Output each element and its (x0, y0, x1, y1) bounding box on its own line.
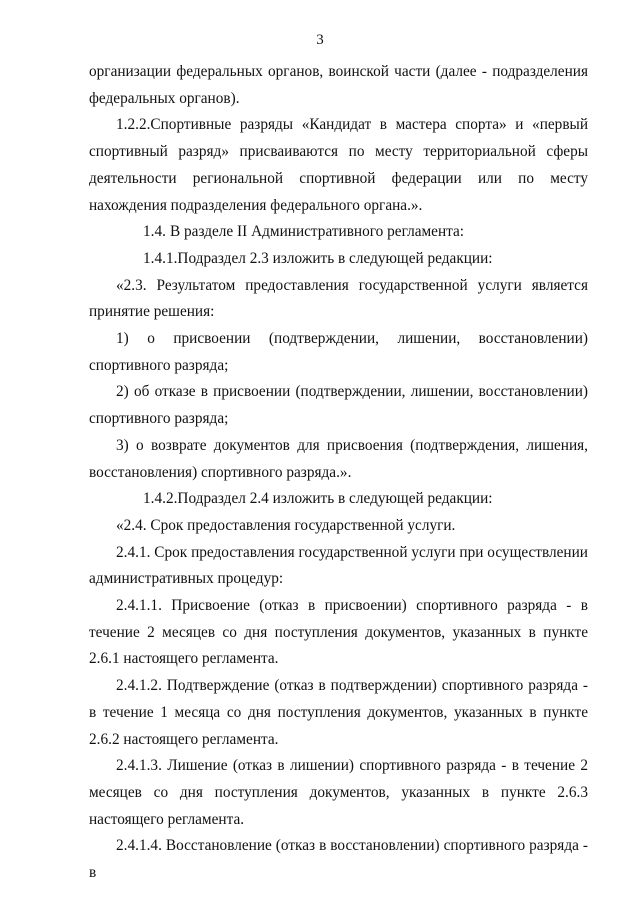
item-text: Подраздел 2.4 изложить в следующей редакции: (177, 490, 493, 508)
paragraph-2-4-1-4: 2.4.1.4. Восстановление (отказ в восстановлении) спортивного разряда - в (89, 837, 588, 882)
paragraph-1-2-2: 1.2.2.Спортивные разряды «Кандидат в мастера спорта» и «первый спортивный разряд» присваиваются по месту территориальной сферы деятельности региональной спортивной федерации или по месту нахождения подразделения федерального органа.». (89, 116, 588, 214)
paragraph-2-4-1-2: 2.4.1.2. Подтверждение (отказ в подтверждении) спортивного разряда - в течение 1 месяца со дня поступления документов, указанных в пункте 2.6.2 настоящего регламента. (89, 677, 588, 748)
list-item-3: 3) о возврате документов для присвоения (подтверждения, лишения, восстановления) спортивного разряда.». (89, 436, 588, 481)
item-number: 1.4.2. (143, 490, 178, 508)
item-number: 1.4. (143, 223, 166, 241)
paragraph-2-4-1-3: 2.4.1.3. Лишение (отказ в лишении) спортивного разряда - в течение 2 месяцев со дня поступления документов, указанных в пункте 2.6.3 настоящего регламента. (89, 757, 588, 828)
item-number: 1.4.1. (143, 249, 178, 267)
list-item-1: 1) о присвоении (подтверждении, лишении, восстановлении) спортивного разряда; (89, 330, 588, 374)
paragraph-federal-bodies: организации федеральных органов, воинской части (далее - подразделения федеральных органов). (89, 63, 588, 107)
paragraph-1-4-2 (89, 486, 588, 513)
list-item-2: 2) об отказе в присвоении (подтверждении, лишении, восстановлении) спортивного разряда; (89, 383, 588, 428)
item-text: В разделе II Административного регламента: (170, 223, 465, 241)
page-number: 3 (316, 32, 324, 48)
paragraph-2-3: «2.3. Результатом предоставления государственной услуги является принятие решения: (89, 276, 588, 321)
paragraph-1-4 (89, 219, 588, 246)
paragraph-2-4-1-1: 2.4.1.1. Присвоение (отказ в присвоении) спортивного разряда - в течение 2 месяцев со дня поступления документов, указанных в пункте 2.6.1 настоящего регламента. (89, 597, 588, 668)
paragraph-1-4-1 (89, 246, 588, 273)
item-text: Подраздел 2.3 изложить в следующей редакции: (177, 249, 493, 267)
document-body (89, 59, 588, 887)
paragraph-2-4-1: 2.4.1. Срок предоставления государственной услуги при осуществлении административных процедур: (89, 543, 588, 588)
paragraph-2-4: «2.4. Срок предоставления государственной услуги. (116, 516, 456, 534)
